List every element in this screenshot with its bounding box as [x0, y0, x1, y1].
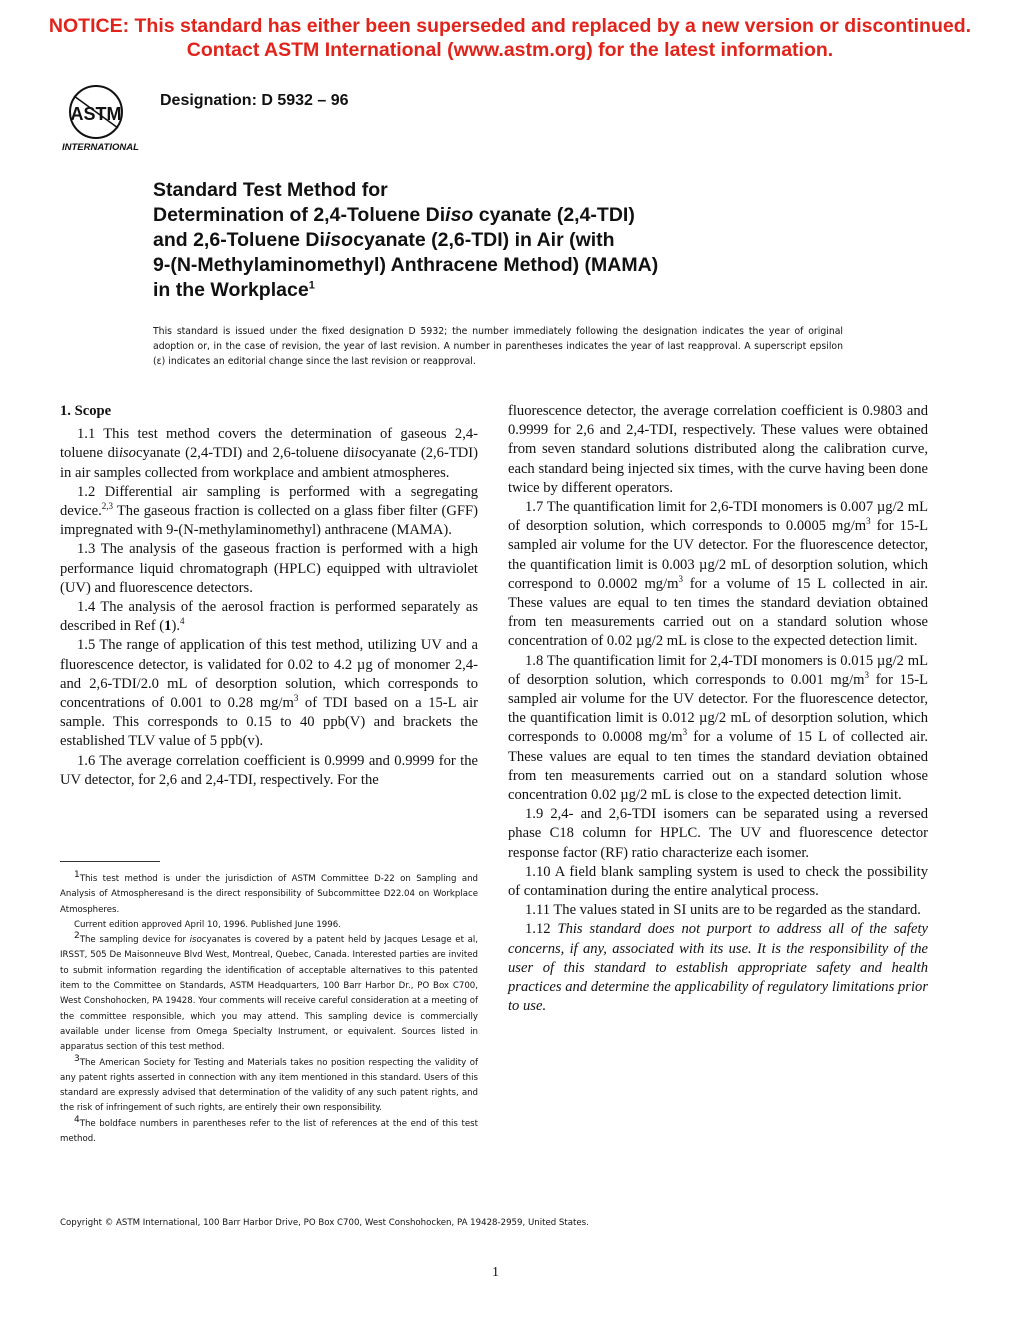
- footnote-4: $^4$The boldface numbers in parentheses refer to the list of references at the end of this test method.: [60, 1114, 478, 1145]
- paragraph-1-10: 1.10 A field blank sampling system is used to check the possibility of contamination during the entire analytical process.: [508, 863, 928, 900]
- document-title: Standard Test Method for Determination of 2,4-Toluene Diiso cyanate (2,4-TDI) and 2,6-Toluene Diisocyanate (2,6-TDI) in Air (with 9-(N-Methylaminomethyl) Anthracene Method) (MAMA) in the Workplace$^1$: [153, 179, 659, 301]
- notice-banner: [0, 14, 1020, 62]
- paragraph-1-3: 1.3 The analysis of the gaseous fraction is performed with a high performance liquid chromatograph (HPLC) equipped with ultraviolet (UV) and fluorescence detectors.: [60, 541, 478, 596]
- paragraph-1-4: 1.4 The analysis of the aerosol fraction is performed separately as described in Ref (1).$^4$: [60, 599, 478, 635]
- paragraph-1-6-continued: fluorescence detector, the average correlation coefficient is 0.9803 and 0.9999 for 2,6 and 2,4-TDI, respectively. These values were obtained from seven standard solutions distributed along the calibration curve, each standard being injected six times, with the curve having been done twice by different operators.: [508, 403, 928, 496]
- footnote-divider: [60, 861, 160, 862]
- paragraph-1-11: 1.11 The values stated in SI units are to be regarded as the standard.: [525, 902, 921, 919]
- notice-line-1: NOTICE: This standard has either been superseded and replaced by a new version or discontinued.: [48, 15, 972, 37]
- logo-letters: ASTM: [70, 104, 122, 124]
- paragraph-1-2: 1.2 Differential air sampling is performed with a segregating device.$^{2,3}$ The gaseous fraction is collected on a glass fiber filter (GFF) impregnated with 9-(N-methylaminomethyl) anthracene (MAMA).: [60, 483, 478, 539]
- logo-text: INTERNATIONAL: [62, 142, 139, 153]
- footnote-2: $^2$The sampling device for isocyanates is covered by a patent held by Jacques Lesage et al, IRSST, 505 De Maisonneuve Blvd West, Montreal, Quebec, Canada. Interested parties are invited to submit information regarding the identification of acceptable alternatives to this patented item to the Committee on Standards, ASTM Headquarters, 100 Barr Harbor Dr., PO Box C700, West Conshohocken, PA 19428. Your comments will receive careful consideration at a meeting of the committee responsible, which you may attend. This sampling device is commercially available under license from Omega Specialty Instrument, or equivalent. Sources listed in apparatus section of this test method.: [60, 931, 478, 1053]
- paragraph-1-8: 1.8 The quantification limit for 2,4-TDI monomers is 0.015 µg/2 mL of desorption solution, which corresponds to 0.001 $mg/m^3$ for 15-L sampled air volume for the UV detector. For the fluorescence detector, the quantification limit is 0.012 µg/2 mL of desorption solution, which corresponds to 0.0008 $mg/m^3$ for a volume of 15 L of collected air. These values are equal to ten times the standard deviation obtained from ten measurements carried out on a standard solution whose concentration 0.02 µg/2 mL is close to the expected detection limit.: [508, 652, 928, 804]
- designation: Designation: D 5932 – 96: [160, 92, 349, 109]
- section-heading: 1. Scope: [60, 403, 112, 419]
- footnote-1b: Current edition approved April 10, 1996. Published June 1996.: [74, 919, 341, 930]
- page-number: 1: [492, 1265, 499, 1280]
- paragraph-1-6: 1.6 The average correlation coefficient is 0.9999 and 0.9999 for the UV detector, for 2,6 and 2,4-TDI, respectively. For the: [60, 752, 478, 788]
- paragraph-1-9: 1.9 2,4- and 2,6-TDI isomers can be separated using a reversed phase C18 column for HPLC. The UV and fluorescence detector response factor (RF) ratio characterize each isomer.: [508, 806, 928, 861]
- paragraph-1-5: 1.5 The range of application of this test method, utilizing UV and a fluorescence detector, is validated for 0.02 to 4.2 µg of monomer 2,4- and 2,6-TDI/2.0 mL of desorption solution, which corresponds to concentrations of 0.001 to 0.28 $mg/m^3$ of TDI based on a 15-L air sample. This corresponds to 0.15 to 40 ppb(V) and brackets the established TLV value of 5 ppb(v).: [60, 637, 478, 750]
- right-column: [508, 402, 928, 1017]
- footnote-1: $^1$This test method is under the jurisdiction of ASTM Committee D-22 on Sampling and Analysis of Atmospheresand is the direct responsibility of Subcommittee D22.04 on Workplace Atmospheres.: [60, 870, 478, 915]
- left-column: [60, 402, 478, 790]
- paragraph-1-1: 1.1 This test method covers the determination of gaseous 2,4-toluene diisocyanate (2,4-TDI) and 2,6-toluene diisocyanate (2,6-TDI) in air samples collected from workplace and ambient atmospheres.: [60, 426, 478, 481]
- astm-logo-icon: [58, 84, 150, 154]
- paragraph-1-7: 1.7 The quantification limit for 2,6-TDI monomers is 0.007 µg/2 mL of desorption solution, which corresponds to 0.0005 $mg/m^3$ for 15-L sampled air volume for the UV detector. For the fluorescence detector, the quantification limit is 0.003 µg/2 mL of desorption solution, which correspond to 0.0002 $mg/m^3$ for a volume of 15 L collected in air. These values are equal to ten times the standard deviation obtained from ten measurements carried out on a standard solution whose concentration of 0.02 µg/2 mL is close to the expected detection limit.: [508, 499, 928, 650]
- issuance-note: This standard is issued under the fixed designation D 5932; the number immediately following the designation indicates the year of original adoption or, in the case of revision, the year of last revision. A number in parentheses indicates the year of last reapproval. A superscript epsilon (ε) indicates an editorial change since the last revision or reapproval.: [153, 326, 843, 367]
- footnotes: [60, 872, 478, 1147]
- copyright-notice: Copyright © ASTM International, 100 Barr Harbor Drive, PO Box C700, West Conshohocken, PA 19428-2959, United States.: [60, 1218, 589, 1228]
- notice-line-2: Contact ASTM International (www.astm.org) for the latest information.: [186, 39, 834, 61]
- paragraph-1-12: 1.12 This standard does not purport to address all of the safety concerns, if any, associated with its use. It is the responsibility of the user of this standard to establish appropriate safety and health practices and determine the applicability of regulatory limitations prior to use.: [508, 921, 928, 1015]
- footnote-3: $^3$The American Society for Testing and Materials takes no position respecting the validity of any patent rights asserted in connection with any item mentioned in this standard. Users of this standard are expressly advised that determination of the validity of any such patent rights, and the risk of infringement of such rights, are entirely their own responsibility.: [60, 1053, 478, 1114]
